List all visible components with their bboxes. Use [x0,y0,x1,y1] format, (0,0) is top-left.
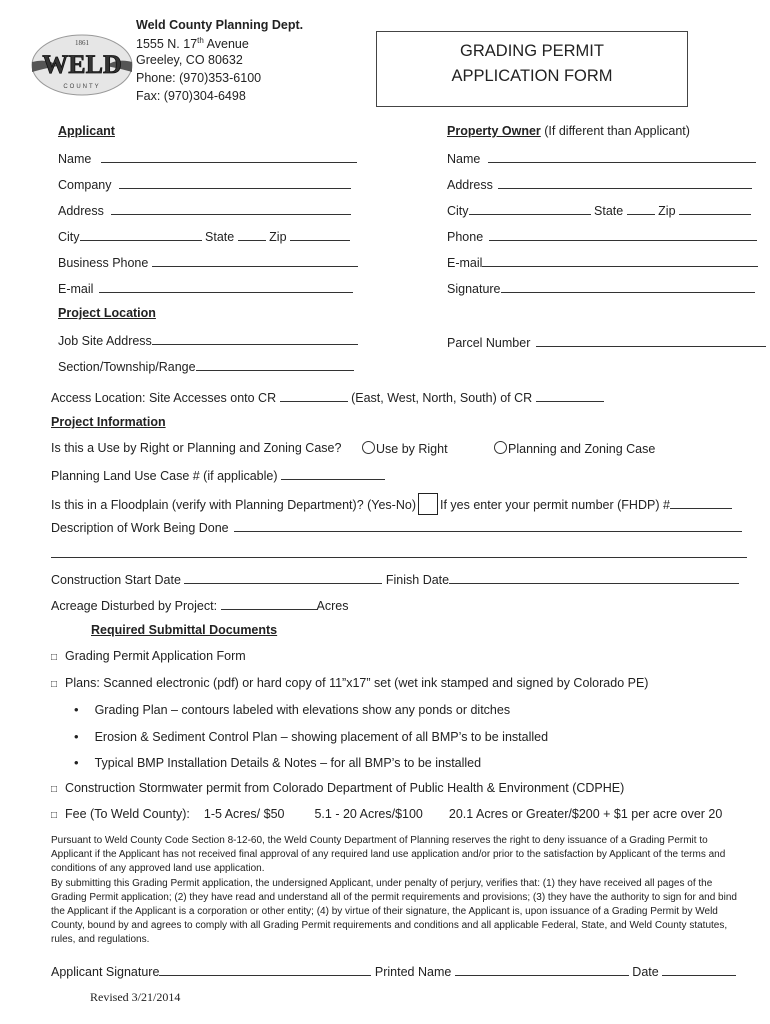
svg-text:1861: 1861 [75,39,89,47]
owner-zip-field[interactable] [679,202,751,215]
form-title-line1: GRADING PERMIT [460,42,604,60]
bullet-icon: • [74,755,79,770]
checkbox-square-icon: □ [51,810,58,821]
owner-state-field[interactable] [627,202,655,215]
svg-text:COUNTY: COUNTY [63,84,101,90]
applicant-zip-field[interactable] [290,228,350,241]
owner-email-field[interactable] [482,254,758,267]
pz-case-radio[interactable] [494,441,507,454]
owner-phone-row: Phone [447,228,757,244]
floodplain-checkbox[interactable] [418,493,438,515]
applicant-city-field[interactable] [80,228,202,241]
section-field[interactable] [196,358,354,371]
owner-signature-row: Signature [447,280,755,296]
legal-paragraph-1: Pursuant to Weld County Code Section 8-12-60, the Weld County Department of Planning reserves the right to deny issuance of a Grading Permit to Applicant if the Applicant has not received final approval of any required land use application and/or prior to the satisfaction by Applicant of the terms and conditions of any approved land use application. [51,835,726,875]
owner-email-row: E-mail [447,254,758,270]
pz-case-option[interactable]: Planning and Zoning Case [494,441,655,456]
land-use-case-row: Planning Land Use Case # (if applicable) [51,467,385,483]
applicant-state-field[interactable] [238,228,266,241]
owner-signature-field[interactable] [501,280,755,293]
fhdp-field[interactable] [670,496,732,509]
owner-name-field[interactable] [488,150,756,163]
owner-city-row: City State Zip [447,202,751,218]
project-location-heading: Project Location [58,306,156,320]
job-site-field[interactable] [152,332,358,345]
applicant-company-row: Company [58,176,351,192]
checkbox-square-icon: □ [51,784,58,795]
owner-address-field[interactable] [498,176,752,189]
submittal-sub-1: • Grading Plan – contours labeled with elevations show any ponds or ditches [74,702,511,717]
checkbox-square-icon: □ [51,679,58,690]
description-row: Description of Work Being Done [51,519,742,535]
access-cr-field[interactable] [280,389,348,402]
job-site-row: Job Site Address [58,332,358,348]
dept-name: Weld County Planning Dept. [136,18,304,32]
submittal-item-2: □ Plans: Scanned electronic (pdf) or hard copy of 11”x17” set (wet ink stamped and signed by Colorado PE) [51,676,649,690]
applicant-signature-field[interactable] [159,963,371,976]
signature-row: Applicant Signature Printed Name Date [51,963,736,979]
parcel-row: Parcel Number [447,334,766,350]
fax: Fax: (970)304-6498 [136,89,246,103]
form-title-box [376,31,688,107]
legal-paragraph-2: By submitting this Grading Permit application, the undersigned Applicant, under penalty of perjury, verifies that: (1) they have received all pages of the Grading Permit application; (2) they have read and understand all of the permit requirements and provisions; (3) they have the authority to sign for and bind the Applicant if the Applicant is a corporation or other entity; (4) by virtue of their signature, the Applicant is, upon issuance of a Grading Permit by Weld County, bound by and agrees to comply with all Grading Permit requirements and conditions and all applicable Federal, State, and Weld County statutes, rules, and regulations. [51,877,737,946]
description-field-line2[interactable] [51,545,747,558]
use-by-right-radio[interactable] [362,441,375,454]
phone: Phone: (970)353-6100 [136,71,262,85]
applicant-email-row: E-mail [58,280,353,296]
applicant-address-field[interactable] [111,202,351,215]
applicant-heading: Applicant [58,124,115,138]
printed-name-field[interactable] [455,963,629,976]
finish-date-field[interactable] [449,571,739,584]
section-row: Section/Township/Range [58,358,354,374]
owner-heading-row: Property Owner (If different than Applicant) [447,124,690,138]
address-line1: 1555 N. 17th Avenue [136,36,249,52]
date-field[interactable] [662,963,736,976]
applicant-phone-field[interactable] [152,254,358,267]
submittal-sub-3: • Typical BMP Installation Details & Notes – for all BMP’s to be installed [74,755,482,770]
bullet-icon: • [74,729,79,744]
applicant-name-field[interactable] [101,150,357,163]
access-row: Access Location: Site Accesses onto CR (East, West, North, South) of CR [51,389,604,405]
weld-county-logo [28,32,136,98]
address-line2: Greeley, CO 80632 [136,53,243,67]
start-date-field[interactable] [184,571,382,584]
applicant-address-row: Address [58,202,351,218]
applicant-phone-row: Business Phone [58,254,358,270]
checkbox-square-icon: □ [51,652,58,663]
applicant-email-field[interactable] [99,280,353,293]
revised-date: Revised 3/21/2014 [90,990,181,1004]
applicant-name-row: Name [58,150,357,166]
floodplain-row: Is this in a Floodplain (verify with Planning Department)? (Yes-No) If yes enter your permit number (FHDP) # [51,493,732,515]
svg-text:WELD: WELD [42,50,122,79]
legal-text [51,834,741,948]
owner-city-field[interactable] [469,202,591,215]
parcel-field[interactable] [536,334,766,347]
description-field[interactable] [234,519,742,532]
access-of-cr-field[interactable] [536,389,604,402]
submittal-heading: Required Submittal Documents [91,623,278,637]
applicant-company-field[interactable] [119,176,351,189]
owner-phone-field[interactable] [489,228,757,241]
submittal-fee: □ Fee (To Weld County): 1-5 Acres/ $50 5.1 - 20 Acres/$100 20.1 Acres or Greater/$200 + $1 per acre over 20 [51,807,723,821]
submittal-item-3: □ Construction Stormwater permit from Colorado Department of Public Health & Environment (CDPHE) [51,781,625,795]
applicant-city-row: City State Zip [58,228,350,244]
submittal-sub-2: • Erosion & Sediment Control Plan – showing placement of all BMP’s to be installed [74,729,549,744]
land-use-case-field[interactable] [281,467,385,480]
project-info-heading: Project Information [51,415,166,429]
owner-name-row: Name [447,150,756,166]
acreage-row: Acreage Disturbed by Project: Acres [51,599,349,613]
submittal-item-1: □ Grading Permit Application Form [51,649,246,663]
use-by-right-option[interactable]: Use by Right [362,441,448,456]
bullet-icon: • [74,702,79,717]
acreage-field[interactable] [221,597,317,610]
use-question: Is this a Use by Right or Planning and Zoning Case? [51,441,342,455]
start-finish-row: Construction Start Date Finish Date [51,571,739,587]
owner-address-row: Address [447,176,752,192]
form-title-line2: APPLICATION FORM [451,67,613,85]
